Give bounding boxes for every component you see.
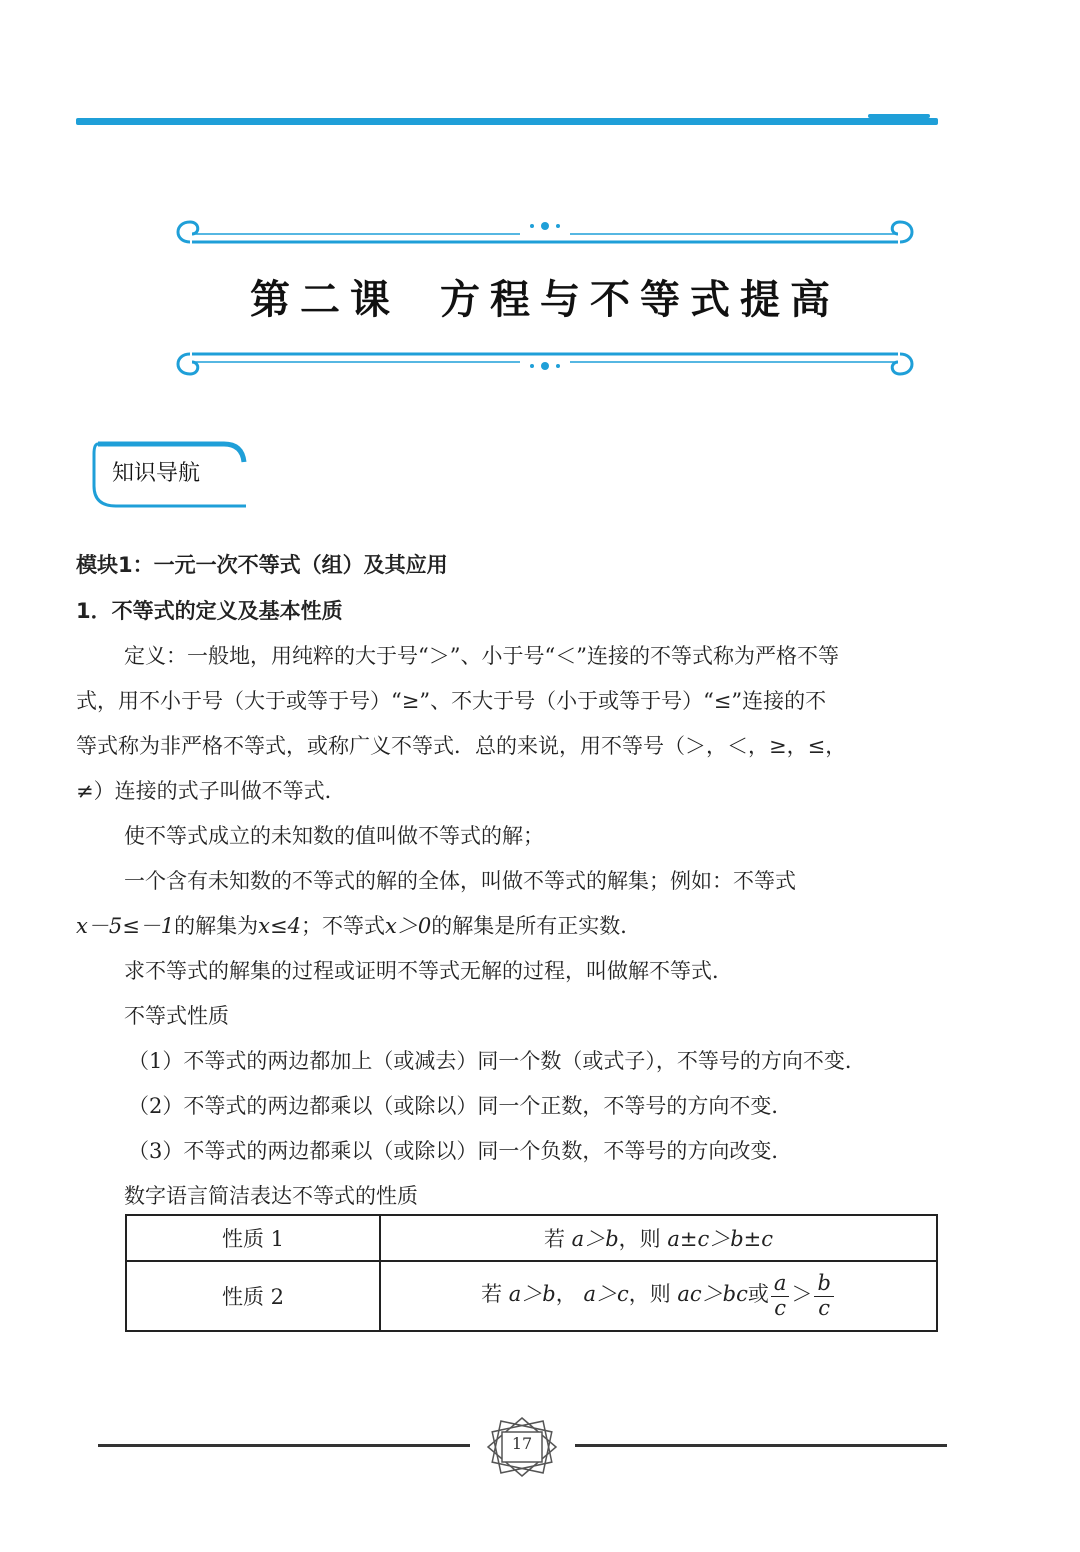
example-solution: x≤4 xyxy=(258,914,301,938)
footer-rule-right xyxy=(575,1444,947,1447)
definition-line-4: ≠）连接的式子叫做不等式． xyxy=(76,779,346,803)
property-3: （3）不等式的两边都乘以（或除以）同一个负数，不等号的方向改变． xyxy=(128,1139,793,1163)
title-frame-bottom xyxy=(170,340,920,386)
example-text-3: 的解集是所有正实数． xyxy=(431,914,642,938)
solution-definition: 使不等式成立的未知数的值叫做不等式的解； xyxy=(124,824,544,848)
properties-heading: 不等式性质 xyxy=(124,1004,229,1028)
lesson-title xyxy=(170,268,920,325)
property-1-expression xyxy=(380,1215,937,1261)
property-2-name: 性质 2 xyxy=(126,1261,380,1331)
expr-math: a＞b xyxy=(508,1282,556,1307)
expr-text: 若 xyxy=(481,1282,503,1307)
solution-set-example xyxy=(76,911,936,941)
fraction-b-over-c xyxy=(814,1272,833,1319)
expr-text: ，则 xyxy=(628,1282,671,1307)
solve-definition: 求不等式的解集的过程或证明不等式无解的过程，叫做解不等式． xyxy=(124,959,733,983)
property-2: （2）不等式的两边都乘以（或除以）同一个正数，不等号的方向不变． xyxy=(128,1094,793,1118)
property-1-name: 性质 1 xyxy=(126,1215,380,1261)
expr-text: 若 xyxy=(543,1227,565,1251)
section-heading: 1．不等式的定义及基本性质 xyxy=(76,599,343,623)
definition-line-1: 定义：一般地，用纯粹的大于号“＞”、小于号“＜”连接的不等式称为严格不等 xyxy=(124,644,839,668)
example-text-2: ；不等式 xyxy=(300,914,385,938)
expr-text: ，则 xyxy=(618,1227,661,1251)
definition-line-2: 式，用不小于号（大于或等于号）“≥”、不大于号（小于或等于号）“≤”连接的不 xyxy=(76,689,827,713)
title-frame-top xyxy=(170,210,920,256)
expr-text: ， xyxy=(555,1282,577,1307)
example-inequality: x－5≤－1 xyxy=(76,914,175,938)
fraction-numerator: a xyxy=(771,1272,790,1296)
expr-math: a＞c xyxy=(583,1282,629,1307)
page-number: 17 xyxy=(511,1434,533,1453)
lesson-name: 方程与不等式提高 xyxy=(440,277,840,323)
property-2-expression xyxy=(380,1261,937,1331)
expr-text: 或 xyxy=(747,1282,769,1307)
top-rule-accent xyxy=(868,114,930,118)
expr-math: a±c＞b±c xyxy=(667,1227,774,1251)
table-caption: 数字语言简洁表达不等式的性质 xyxy=(124,1184,418,1208)
fraction-numerator: b xyxy=(814,1272,833,1296)
fraction-denominator: c xyxy=(774,1295,787,1320)
footer-rule-left xyxy=(98,1444,470,1447)
property-1: （1）不等式的两边都加上（或减去）同一个数（或式子），不等号的方向不变． xyxy=(128,1049,866,1073)
definition-line-3: 等式称为非严格不等式，或称广义不等式．总的来说，用不等号（＞，＜，≥，≤， xyxy=(76,734,847,758)
top-rule xyxy=(76,118,938,125)
solution-set-definition: 一个含有未知数的不等式的解的全体，叫做不等式的解集；例如：不等式 xyxy=(124,869,796,893)
table-row xyxy=(126,1215,937,1261)
expr-text: ＞ xyxy=(791,1282,813,1307)
lesson-label: 第二课 xyxy=(250,277,400,323)
module-title: 模块1：一元一次不等式（组）及其应用 xyxy=(76,553,448,577)
table-row xyxy=(126,1261,937,1331)
nav-label: 知识导航 xyxy=(112,461,201,486)
properties-table xyxy=(125,1214,938,1332)
example-text-1: 的解集为 xyxy=(174,914,259,938)
fraction-denominator: c xyxy=(818,1295,831,1320)
example-inequality-2: x＞0 xyxy=(384,914,432,938)
fraction-a-over-c xyxy=(771,1272,790,1319)
expr-math: a＞b xyxy=(571,1227,619,1251)
expr-math: ac＞bc xyxy=(677,1282,748,1307)
